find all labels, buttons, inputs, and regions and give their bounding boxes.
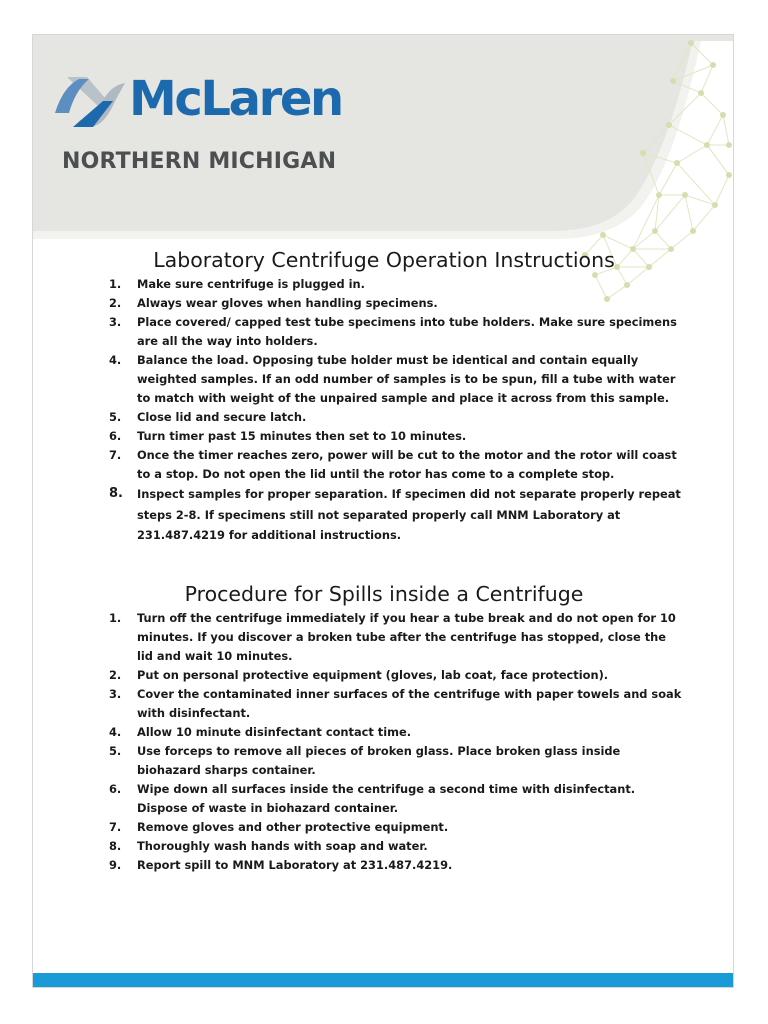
list-item	[105, 313, 685, 351]
logo-wordmark: McLaren	[129, 71, 342, 127]
step-text: Thoroughly wash hands with soap and water.	[137, 839, 428, 853]
step-text: Put on personal protective equipment (gloves, lab coat, face protection).	[137, 668, 609, 682]
step-text: Balance the load. Opposing tube holder must be identical and contain equally weighted samples. If an odd number of samples is to be spun, fill a tube with water to match with weight of the unpaired sample and place it across from this sample.	[137, 353, 676, 405]
step-number: 7.	[109, 820, 122, 834]
list-item	[105, 351, 685, 408]
list-item	[105, 723, 685, 742]
step-number: 9.	[109, 858, 122, 872]
list-item	[105, 685, 685, 723]
list-item	[105, 408, 685, 427]
step-text: Inspect samples for proper separation. If specimen did not separate properly repeat steps 2-8. If specimens still not separated properly call MNM Laboratory at 231.487.4219 for additional instructions.	[137, 487, 681, 542]
list-item	[105, 742, 685, 780]
step-number: 3.	[109, 315, 122, 329]
step-text: Close lid and secure latch.	[137, 410, 307, 424]
list-item	[105, 818, 685, 837]
step-number: 1.	[109, 611, 122, 625]
step-text: Once the timer reaches zero, power will be cut to the motor and the rotor will coast to a stop. Do not open the lid until the rotor has come to a complete stop.	[137, 448, 677, 481]
logo-subtitle: NORTHERN MICHIGAN	[62, 149, 337, 174]
step-number: 2.	[109, 668, 122, 682]
list-item	[105, 856, 685, 875]
step-number: 8.	[109, 486, 123, 501]
list-item	[105, 837, 685, 856]
step-number: 5.	[109, 744, 122, 758]
step-number: 6.	[109, 429, 122, 443]
operation-steps-list	[105, 275, 685, 546]
step-text: Cover the contaminated inner surfaces of the centrifuge with paper towels and soak with disinfectant.	[137, 687, 682, 720]
section-title-spills: Procedure for Spills inside a Centrifuge	[184, 582, 584, 606]
list-item	[105, 275, 685, 294]
list-item	[105, 666, 685, 685]
step-text: Place covered/ capped test tube specimens into tube holders. Make sure specimens are all the way into holders.	[137, 315, 677, 348]
list-item	[105, 780, 685, 818]
step-text: Report spill to MNM Laboratory at 231.487.4219.	[137, 858, 453, 872]
step-number: 2.	[109, 296, 122, 310]
step-number: 8.	[109, 839, 122, 853]
step-text: Always wear gloves when handling specimens.	[137, 296, 438, 310]
step-number: 7.	[109, 448, 122, 462]
step-number: 3.	[109, 687, 122, 701]
step-text: Make sure centrifuge is plugged in.	[137, 277, 365, 291]
mclaren-logo-icon	[53, 75, 125, 129]
list-item	[105, 294, 685, 313]
list-item	[105, 484, 685, 546]
step-number: 4.	[109, 353, 122, 367]
step-number: 6.	[109, 782, 122, 796]
step-text: Turn timer past 15 minutes then set to 10 minutes.	[137, 429, 467, 443]
step-number: 1.	[109, 277, 122, 291]
step-text: Remove gloves and other protective equipment.	[137, 820, 449, 834]
list-item	[105, 609, 685, 666]
list-item	[105, 446, 685, 484]
document-page	[32, 34, 734, 988]
section-title-operation: Laboratory Centrifuge Operation Instructions	[153, 248, 615, 272]
step-text: Turn off the centrifuge immediately if you hear a tube break and do not open for 10 minutes. If you discover a broken tube after the centrifuge has stopped, close the lid and wait 10 minutes.	[137, 611, 676, 663]
step-text: Allow 10 minute disinfectant contact time.	[137, 725, 412, 739]
list-item	[105, 427, 685, 446]
footer-bar	[33, 973, 734, 988]
step-number: 5.	[109, 410, 122, 424]
step-text: Wipe down all surfaces inside the centrifuge a second time with disinfectant. Dispose of waste in biohazard container.	[137, 782, 636, 815]
step-number: 4.	[109, 725, 122, 739]
spill-steps-list	[105, 609, 685, 875]
step-text: Use forceps to remove all pieces of broken glass. Place broken glass inside biohazard sharps container.	[137, 744, 621, 777]
